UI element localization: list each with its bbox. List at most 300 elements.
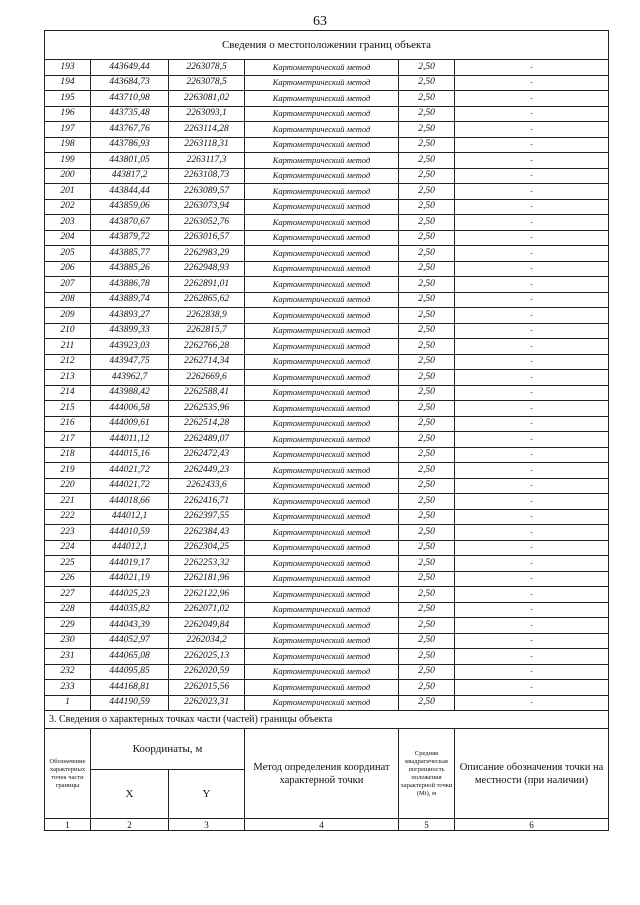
method: Картометрический метод — [245, 261, 399, 277]
mt-value: 2,50 — [399, 184, 455, 200]
coord-x: 444021,19 — [91, 571, 169, 587]
col-designation-header: Обозначение характерных точек части границы — [45, 729, 91, 819]
coord-y: 2263117,3 — [169, 153, 245, 169]
mt-value: 2,50 — [399, 91, 455, 107]
page-number: 63 — [313, 14, 327, 29]
point-number: 208 — [45, 292, 91, 308]
note: - — [455, 556, 609, 572]
coord-y: 2262015,56 — [169, 680, 245, 696]
coord-y: 2262838,9 — [169, 308, 245, 324]
method: Картометрический метод — [245, 494, 399, 510]
method: Картометрический метод — [245, 308, 399, 324]
table-row — [45, 587, 609, 603]
method: Картометрический метод — [245, 60, 399, 76]
coord-x: 444065,08 — [91, 649, 169, 665]
coord-y: 2262983,29 — [169, 246, 245, 262]
coord-x: 444015,16 — [91, 447, 169, 463]
table-row — [45, 137, 609, 153]
coord-x: 444168,81 — [91, 680, 169, 696]
point-number: 193 — [45, 60, 91, 76]
coord-x: 443886,78 — [91, 277, 169, 293]
method: Картометрический метод — [245, 184, 399, 200]
method: Картометрический метод — [245, 137, 399, 153]
coord-x: 444010,59 — [91, 525, 169, 541]
mt-value: 2,50 — [399, 122, 455, 138]
col-num-3: 3 — [169, 819, 245, 831]
point-number: 204 — [45, 230, 91, 246]
col-num-5: 5 — [399, 819, 455, 831]
method: Картометрический метод — [245, 323, 399, 339]
coord-x: 444025,23 — [91, 587, 169, 603]
coord-y: 2262416,71 — [169, 494, 245, 510]
method: Картометрический метод — [245, 416, 399, 432]
table-row — [45, 571, 609, 587]
note: - — [455, 432, 609, 448]
coord-y: 2262304,25 — [169, 540, 245, 556]
mt-value: 2,50 — [399, 292, 455, 308]
mt-value: 2,50 — [399, 525, 455, 541]
method: Картометрический метод — [245, 215, 399, 231]
point-number: 215 — [45, 401, 91, 417]
table-row — [45, 168, 609, 184]
table-row — [45, 75, 609, 91]
table-row — [45, 91, 609, 107]
note: - — [455, 308, 609, 324]
note: - — [455, 246, 609, 262]
coord-y: 2263081,02 — [169, 91, 245, 107]
mt-value: 2,50 — [399, 540, 455, 556]
table-row — [45, 602, 609, 618]
note: - — [455, 695, 609, 711]
coord-x: 443962,7 — [91, 370, 169, 386]
coord-x: 443988,42 — [91, 385, 169, 401]
table-row — [45, 416, 609, 432]
point-number: 201 — [45, 184, 91, 200]
method: Картометрический метод — [245, 91, 399, 107]
mt-value: 2,50 — [399, 602, 455, 618]
note: - — [455, 370, 609, 386]
coord-y: 2262433,6 — [169, 478, 245, 494]
coord-x: 443923,03 — [91, 339, 169, 355]
coord-y: 2262669,6 — [169, 370, 245, 386]
mt-value: 2,50 — [399, 199, 455, 215]
coord-x: 443885,77 — [91, 246, 169, 262]
table-row — [45, 339, 609, 355]
col-num-6: 6 — [455, 819, 609, 831]
point-number: 211 — [45, 339, 91, 355]
coord-y: 2262384,43 — [169, 525, 245, 541]
table-row — [45, 308, 609, 324]
note: - — [455, 401, 609, 417]
method: Картометрический метод — [245, 370, 399, 386]
point-number: 205 — [45, 246, 91, 262]
method: Картометрический метод — [245, 106, 399, 122]
mt-value: 2,50 — [399, 339, 455, 355]
coord-x: 443885,26 — [91, 261, 169, 277]
point-number: 199 — [45, 153, 91, 169]
coord-x: 443899,33 — [91, 323, 169, 339]
method: Картометрический метод — [245, 556, 399, 572]
coord-x: 444006,58 — [91, 401, 169, 417]
coord-x: 444095,85 — [91, 664, 169, 680]
table-row — [45, 664, 609, 680]
mt-value: 2,50 — [399, 60, 455, 76]
method: Картометрический метод — [245, 122, 399, 138]
note: - — [455, 385, 609, 401]
table-row — [45, 60, 609, 76]
point-number: 223 — [45, 525, 91, 541]
coord-y: 2263089,57 — [169, 184, 245, 200]
method: Картометрический метод — [245, 664, 399, 680]
mt-value: 2,50 — [399, 416, 455, 432]
method: Картометрический метод — [245, 695, 399, 711]
mt-value: 2,50 — [399, 308, 455, 324]
coord-x: 444019,17 — [91, 556, 169, 572]
note: - — [455, 416, 609, 432]
coord-y: 2262514,28 — [169, 416, 245, 432]
coord-y: 2263078,5 — [169, 75, 245, 91]
note: - — [455, 106, 609, 122]
coord-y: 2263073,94 — [169, 199, 245, 215]
coord-x: 443817,2 — [91, 168, 169, 184]
method: Картометрический метод — [245, 571, 399, 587]
mt-value: 2,50 — [399, 246, 455, 262]
method: Картометрический метод — [245, 633, 399, 649]
table-row — [45, 370, 609, 386]
mt-value: 2,50 — [399, 230, 455, 246]
table-row — [45, 618, 609, 634]
coord-y: 2262948,93 — [169, 261, 245, 277]
method: Картометрический метод — [245, 385, 399, 401]
coord-y: 2262181,96 — [169, 571, 245, 587]
note: - — [455, 323, 609, 339]
mt-value: 2,50 — [399, 401, 455, 417]
mt-value: 2,50 — [399, 277, 455, 293]
coord-x: 443801,05 — [91, 153, 169, 169]
point-number: 226 — [45, 571, 91, 587]
mt-value: 2,50 — [399, 556, 455, 572]
mt-value: 2,50 — [399, 385, 455, 401]
col-coords-header: Координаты, м — [91, 729, 245, 770]
coord-x: 444011,12 — [91, 432, 169, 448]
point-number: 230 — [45, 633, 91, 649]
table-row — [45, 447, 609, 463]
coord-x: 443947,75 — [91, 354, 169, 370]
coord-x: 443710,98 — [91, 91, 169, 107]
note: - — [455, 587, 609, 603]
coord-y: 2262815,7 — [169, 323, 245, 339]
coord-y: 2263016,57 — [169, 230, 245, 246]
coord-y: 2262049,84 — [169, 618, 245, 634]
mt-value: 2,50 — [399, 494, 455, 510]
col-y-header: Y — [169, 770, 245, 819]
table-row — [45, 494, 609, 510]
mt-value: 2,50 — [399, 168, 455, 184]
note: - — [455, 447, 609, 463]
note: - — [455, 633, 609, 649]
table-row — [45, 215, 609, 231]
method: Картометрический метод — [245, 525, 399, 541]
table-row — [45, 106, 609, 122]
coord-x: 444035,82 — [91, 602, 169, 618]
method: Картометрический метод — [245, 649, 399, 665]
coord-y: 2262891,01 — [169, 277, 245, 293]
point-number: 213 — [45, 370, 91, 386]
note: - — [455, 261, 609, 277]
coord-y: 2262025,13 — [169, 649, 245, 665]
coord-x: 444021,72 — [91, 478, 169, 494]
point-number: 233 — [45, 680, 91, 696]
note: - — [455, 494, 609, 510]
coord-y: 2262714,34 — [169, 354, 245, 370]
coord-x: 444021,72 — [91, 463, 169, 479]
note: - — [455, 230, 609, 246]
point-number: 217 — [45, 432, 91, 448]
point-number: 209 — [45, 308, 91, 324]
table-title: Сведения о местоположении границ объекта — [45, 31, 609, 60]
table-row — [45, 199, 609, 215]
coord-y: 2262472,43 — [169, 447, 245, 463]
method: Картометрический метод — [245, 432, 399, 448]
table-row — [45, 649, 609, 665]
mt-value: 2,50 — [399, 509, 455, 525]
note: - — [455, 215, 609, 231]
note: - — [455, 122, 609, 138]
coord-y: 2262023,31 — [169, 695, 245, 711]
mt-value: 2,50 — [399, 432, 455, 448]
coord-x: 444012,1 — [91, 509, 169, 525]
coord-x: 444009,61 — [91, 416, 169, 432]
method: Картометрический метод — [245, 401, 399, 417]
method: Картометрический метод — [245, 230, 399, 246]
coord-x: 444052,97 — [91, 633, 169, 649]
coord-y: 2262865,62 — [169, 292, 245, 308]
mt-value: 2,50 — [399, 447, 455, 463]
note: - — [455, 339, 609, 355]
col-method-header: Метод определения координат характерной точки — [245, 729, 399, 819]
coord-y: 2262253,32 — [169, 556, 245, 572]
point-number: 197 — [45, 122, 91, 138]
mt-value: 2,50 — [399, 323, 455, 339]
method: Картометрический метод — [245, 277, 399, 293]
point-number: 229 — [45, 618, 91, 634]
mt-value: 2,50 — [399, 587, 455, 603]
mt-value: 2,50 — [399, 463, 455, 479]
coord-x: 443767,76 — [91, 122, 169, 138]
table-row — [45, 540, 609, 556]
note: - — [455, 168, 609, 184]
table-row — [45, 401, 609, 417]
table-row — [45, 122, 609, 138]
point-number: 200 — [45, 168, 91, 184]
point-number: 221 — [45, 494, 91, 510]
coord-x: 444190,59 — [91, 695, 169, 711]
note: - — [455, 478, 609, 494]
point-number: 222 — [45, 509, 91, 525]
note: - — [455, 91, 609, 107]
mt-value: 2,50 — [399, 680, 455, 696]
coord-y: 2262449,23 — [169, 463, 245, 479]
point-number: 232 — [45, 664, 91, 680]
mt-value: 2,50 — [399, 354, 455, 370]
coord-y: 2262588,41 — [169, 385, 245, 401]
note: - — [455, 60, 609, 76]
coord-x: 444018,66 — [91, 494, 169, 510]
table-row — [45, 230, 609, 246]
note: - — [455, 618, 609, 634]
boundary-table — [44, 30, 609, 831]
mt-value: 2,50 — [399, 261, 455, 277]
point-number: 214 — [45, 385, 91, 401]
note: - — [455, 525, 609, 541]
method: Картометрический метод — [245, 447, 399, 463]
table-row — [45, 184, 609, 200]
table-row — [45, 525, 609, 541]
coord-x: 443735,48 — [91, 106, 169, 122]
point-number: 219 — [45, 463, 91, 479]
point-number: 206 — [45, 261, 91, 277]
coord-x: 444012,1 — [91, 540, 169, 556]
table-row — [45, 509, 609, 525]
method: Картометрический метод — [245, 602, 399, 618]
note: - — [455, 571, 609, 587]
table-row — [45, 153, 609, 169]
point-number: 218 — [45, 447, 91, 463]
col-x-header: X — [91, 770, 169, 819]
note: - — [455, 199, 609, 215]
note: - — [455, 602, 609, 618]
table-row — [45, 633, 609, 649]
point-number: 225 — [45, 556, 91, 572]
note: - — [455, 153, 609, 169]
note: - — [455, 664, 609, 680]
method: Картометрический метод — [245, 354, 399, 370]
col-num-2: 2 — [91, 819, 169, 831]
method: Картометрический метод — [245, 540, 399, 556]
coord-y: 2262535,96 — [169, 401, 245, 417]
point-number: 196 — [45, 106, 91, 122]
note: - — [455, 540, 609, 556]
note: - — [455, 354, 609, 370]
method: Картометрический метод — [245, 618, 399, 634]
mt-value: 2,50 — [399, 106, 455, 122]
table-row — [45, 556, 609, 572]
mt-value: 2,50 — [399, 137, 455, 153]
col-mt-header: Средняя квадратическая погрешность положения характерной точки (Мt), м — [399, 729, 455, 819]
point-number: 207 — [45, 277, 91, 293]
method: Картометрический метод — [245, 339, 399, 355]
coord-x: 443844,44 — [91, 184, 169, 200]
note: - — [455, 184, 609, 200]
note: - — [455, 292, 609, 308]
table-row — [45, 354, 609, 370]
coord-x: 443879,72 — [91, 230, 169, 246]
note: - — [455, 75, 609, 91]
table-row — [45, 385, 609, 401]
point-number: 216 — [45, 416, 91, 432]
coord-y: 2263078,5 — [169, 60, 245, 76]
point-number: 227 — [45, 587, 91, 603]
point-number: 194 — [45, 75, 91, 91]
point-number: 212 — [45, 354, 91, 370]
table-row — [45, 261, 609, 277]
col-desc-header: Описание обозначения точки на местности (при наличии) — [455, 729, 609, 819]
point-number: 224 — [45, 540, 91, 556]
note: - — [455, 649, 609, 665]
mt-value: 2,50 — [399, 215, 455, 231]
method: Картометрический метод — [245, 587, 399, 603]
point-number: 220 — [45, 478, 91, 494]
coord-y: 2262397,55 — [169, 509, 245, 525]
table-row — [45, 292, 609, 308]
point-number: 198 — [45, 137, 91, 153]
table-row — [45, 277, 609, 293]
coord-y: 2262020,59 — [169, 664, 245, 680]
method: Картометрический метод — [245, 168, 399, 184]
table-row — [45, 432, 609, 448]
coord-y: 2262071,02 — [169, 602, 245, 618]
note: - — [455, 509, 609, 525]
mt-value: 2,50 — [399, 370, 455, 386]
mt-value: 2,50 — [399, 153, 455, 169]
method: Картометрический метод — [245, 246, 399, 262]
mt-value: 2,50 — [399, 75, 455, 91]
method: Картометрический метод — [245, 463, 399, 479]
coord-y: 2263052,76 — [169, 215, 245, 231]
point-number: 1 — [45, 695, 91, 711]
table-row — [45, 463, 609, 479]
mt-value: 2,50 — [399, 649, 455, 665]
table-row — [45, 478, 609, 494]
method: Картометрический метод — [245, 153, 399, 169]
coord-y: 2263118,31 — [169, 137, 245, 153]
coord-y: 2263108,73 — [169, 168, 245, 184]
note: - — [455, 680, 609, 696]
point-number: 231 — [45, 649, 91, 665]
coord-x: 443889,74 — [91, 292, 169, 308]
note: - — [455, 463, 609, 479]
method: Картометрический метод — [245, 509, 399, 525]
mt-value: 2,50 — [399, 618, 455, 634]
coord-x: 444043,39 — [91, 618, 169, 634]
coord-x: 443859,06 — [91, 199, 169, 215]
point-number: 195 — [45, 91, 91, 107]
point-number: 203 — [45, 215, 91, 231]
mt-value: 2,50 — [399, 633, 455, 649]
method: Картометрический метод — [245, 292, 399, 308]
coord-y: 2262766,28 — [169, 339, 245, 355]
mt-value: 2,50 — [399, 664, 455, 680]
note: - — [455, 277, 609, 293]
table-row — [45, 680, 609, 696]
method: Картометрический метод — [245, 199, 399, 215]
mt-value: 2,50 — [399, 695, 455, 711]
col-num-1: 1 — [45, 819, 91, 831]
table-row — [45, 323, 609, 339]
coord-y: 2262122,96 — [169, 587, 245, 603]
coord-x: 443684,73 — [91, 75, 169, 91]
coord-y: 2263114,28 — [169, 122, 245, 138]
coord-x: 443786,93 — [91, 137, 169, 153]
point-number: 202 — [45, 199, 91, 215]
section3-title: 3. Сведения о характерных точках части (частей) границы объекта — [45, 711, 609, 729]
coord-x: 443870,67 — [91, 215, 169, 231]
coord-y: 2262034,2 — [169, 633, 245, 649]
point-number: 210 — [45, 323, 91, 339]
col-num-4: 4 — [245, 819, 399, 831]
method: Картометрический метод — [245, 75, 399, 91]
coord-x: 443649,44 — [91, 60, 169, 76]
